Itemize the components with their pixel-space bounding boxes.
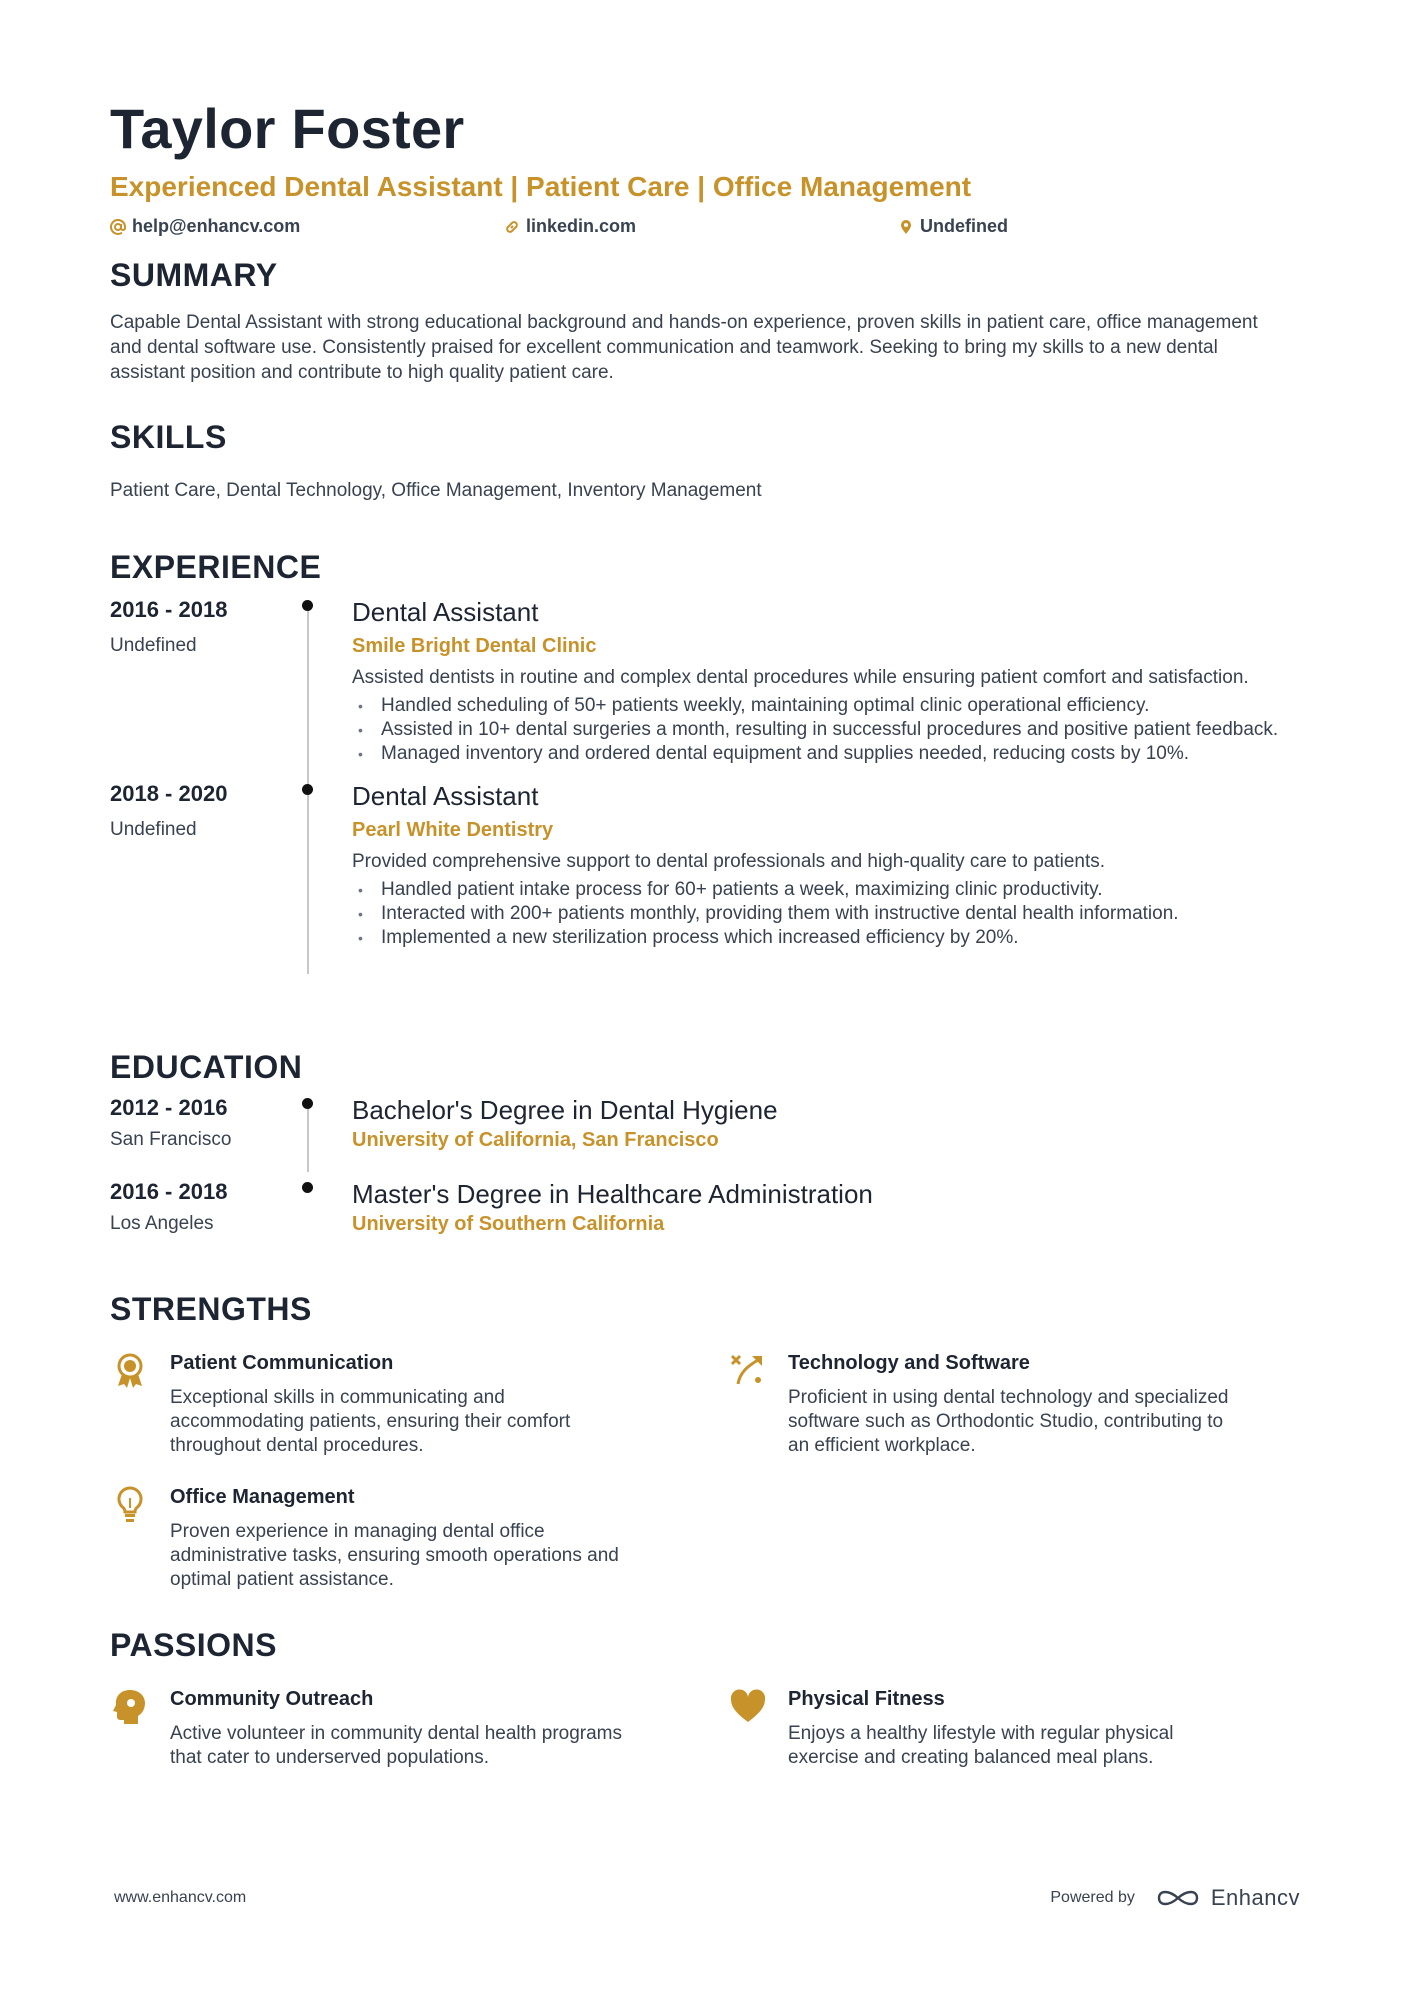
achievement-item: • Handled patient intake process for 60+ patients a week, maximizing clinic productivity. <box>352 878 1312 902</box>
award-icon <box>110 1350 150 1390</box>
contact-website[interactable] <box>504 216 636 237</box>
timeline-dot <box>302 1098 313 1109</box>
powered-by-label: Powered by <box>1050 1889 1135 1906</box>
strength-text <box>170 1484 630 1592</box>
strength-text <box>170 1350 630 1458</box>
passion-item <box>728 1686 1248 1770</box>
strength-item <box>110 1350 630 1458</box>
strength-description: Exceptional skills in communicating and accommodating patients, ensuring their comfort throughout dental procedures. <box>170 1387 571 1456</box>
achievement-item: • Implemented a new sterilization process which increased efficiency by 20%. <box>352 926 1312 950</box>
contact-email[interactable] <box>110 216 300 237</box>
strength-item <box>110 1484 630 1592</box>
passion-text <box>170 1686 630 1770</box>
achievement-item: • Handled scheduling of 50+ patients weekly, maintaining optimal clinic operational efficiency. <box>352 694 1312 718</box>
candidate-headline: Experienced Dental Assistant | Patient Care | Office Management <box>110 171 972 202</box>
timeline-dot <box>302 784 313 795</box>
passions-title: PASSIONS <box>110 1627 277 1663</box>
heart-icon <box>728 1686 768 1726</box>
strengths-title: STRENGTHS <box>110 1291 312 1327</box>
website-text: linkedin.com <box>526 216 637 236</box>
skills-text: Patient Care, Dental Technology, Office Management, Inventory Management <box>110 480 762 501</box>
header <box>110 96 1310 242</box>
footer-website[interactable]: www.enhancv.com <box>114 1889 247 1906</box>
head-icon <box>110 1686 150 1726</box>
experience-timeline <box>110 596 1310 950</box>
company-name: Pearl White Dentistry <box>352 819 554 841</box>
strength-text <box>788 1350 1248 1458</box>
achievement-item: • Interacted with 200+ patients monthly, providing them with instructive dental health information. <box>352 902 1312 926</box>
job-description: Provided comprehensive support to dental professionals and high-quality care to patients. <box>352 851 1106 872</box>
education-details <box>352 1178 1312 1236</box>
job-description: Assisted dentists in routine and complex dental procedures while ensuring patient comfort and satisfaction. <box>352 667 1249 688</box>
resume-page <box>110 96 1310 1768</box>
strength-description: Proven experience in managing dental office administrative tasks, ensuring smooth operations and optimal patient assistance. <box>170 1521 619 1590</box>
lightbulb-icon <box>110 1484 150 1524</box>
strength-title: Patient Communication <box>170 1352 394 1374</box>
passion-item <box>110 1686 630 1770</box>
skills-section <box>110 418 762 503</box>
degree-title: Master's Degree in Healthcare Administration <box>352 1179 873 1209</box>
footer-branding <box>1050 1885 1300 1911</box>
timeline-dot <box>302 1182 313 1193</box>
experience-section <box>110 548 1310 950</box>
company-name: Smile Bright Dental Clinic <box>352 635 597 657</box>
experience-entry <box>110 596 1310 766</box>
passion-title: Physical Fitness <box>788 1688 945 1710</box>
education-location: Los Angeles <box>110 1213 214 1234</box>
achievement-list <box>352 694 1312 766</box>
enhancv-logo-text: Enhancv <box>1210 1885 1300 1910</box>
education-section <box>110 1048 1310 1236</box>
experience-dates: 2018 - 2020 <box>110 781 228 806</box>
education-meta <box>110 1094 300 1152</box>
footer <box>114 1885 1300 1915</box>
experience-details <box>352 596 1312 766</box>
experience-details <box>352 780 1312 950</box>
school-name: University of California, San Francisco <box>352 1129 719 1151</box>
education-dates: 2016 - 2018 <box>110 1179 228 1204</box>
experience-location: Undefined <box>110 819 197 840</box>
job-title: Dental Assistant <box>352 781 539 811</box>
experience-entry <box>110 780 1310 950</box>
strength-item <box>728 1350 1248 1458</box>
passion-text <box>788 1686 1248 1770</box>
education-title: EDUCATION <box>110 1049 303 1085</box>
strength-title: Technology and Software <box>788 1352 1030 1374</box>
summary-title: SUMMARY <box>110 257 278 293</box>
school-name: University of Southern California <box>352 1213 665 1235</box>
experience-title: EXPERIENCE <box>110 549 322 585</box>
experience-dates: 2016 - 2018 <box>110 597 228 622</box>
location-text: Undefined <box>920 216 1008 236</box>
experience-meta <box>110 596 300 658</box>
education-location: San Francisco <box>110 1129 232 1150</box>
strength-description: Proficient in using dental technology and specialized software such as Orthodontic Studio, contributing to an efficient workplace. <box>788 1387 1229 1456</box>
email-text: help@enhancv.com <box>132 216 301 236</box>
strength-title: Office Management <box>170 1486 355 1508</box>
education-timeline <box>110 1094 1310 1236</box>
enhancv-logo-icon <box>1155 1886 1201 1910</box>
education-entry <box>110 1178 1310 1236</box>
skills-title: SKILLS <box>110 419 227 455</box>
at-icon <box>110 219 126 235</box>
contact-location <box>898 216 1008 237</box>
education-meta <box>110 1178 300 1236</box>
summary-section <box>110 256 1290 385</box>
passion-description: Active volunteer in community dental health programs that cater to underserved populations. <box>170 1723 623 1768</box>
passion-description: Enjoys a healthy lifestyle with regular physical exercise and creating balanced meal plans. <box>788 1723 1174 1768</box>
link-icon <box>504 219 520 235</box>
contact-row <box>110 212 1310 242</box>
experience-meta <box>110 780 300 842</box>
job-title: Dental Assistant <box>352 597 539 627</box>
summary-text: Capable Dental Assistant with strong educational background and hands-on experience, proven skills in patient care, office management and dental software use. Consistently praised for excellent communication and teamwork. Seeking to bring my skills to a new dental assistant position and contribute to high quality patient care. <box>110 312 1258 383</box>
education-entry <box>110 1094 1310 1152</box>
enhancv-logo[interactable] <box>1155 1885 1300 1911</box>
degree-title: Bachelor's Degree in Dental Hygiene <box>352 1095 778 1125</box>
achievement-item: • Managed inventory and ordered dental equipment and supplies needed, reducing costs by 10%. <box>352 742 1312 766</box>
passion-title: Community Outreach <box>170 1688 374 1710</box>
candidate-name: Taylor Foster <box>110 97 465 160</box>
strengths-section <box>110 1290 1310 1590</box>
passions-section <box>110 1626 1310 1768</box>
achievement-item: • Assisted in 10+ dental surgeries a month, resulting in successful procedures and positive patient feedback. <box>352 718 1312 742</box>
education-details <box>352 1094 1312 1152</box>
achievement-list <box>352 878 1312 950</box>
education-dates: 2012 - 2016 <box>110 1095 228 1120</box>
timeline-dot <box>302 600 313 611</box>
location-pin-icon <box>898 219 914 235</box>
strategy-icon <box>728 1350 768 1390</box>
experience-location: Undefined <box>110 635 197 656</box>
